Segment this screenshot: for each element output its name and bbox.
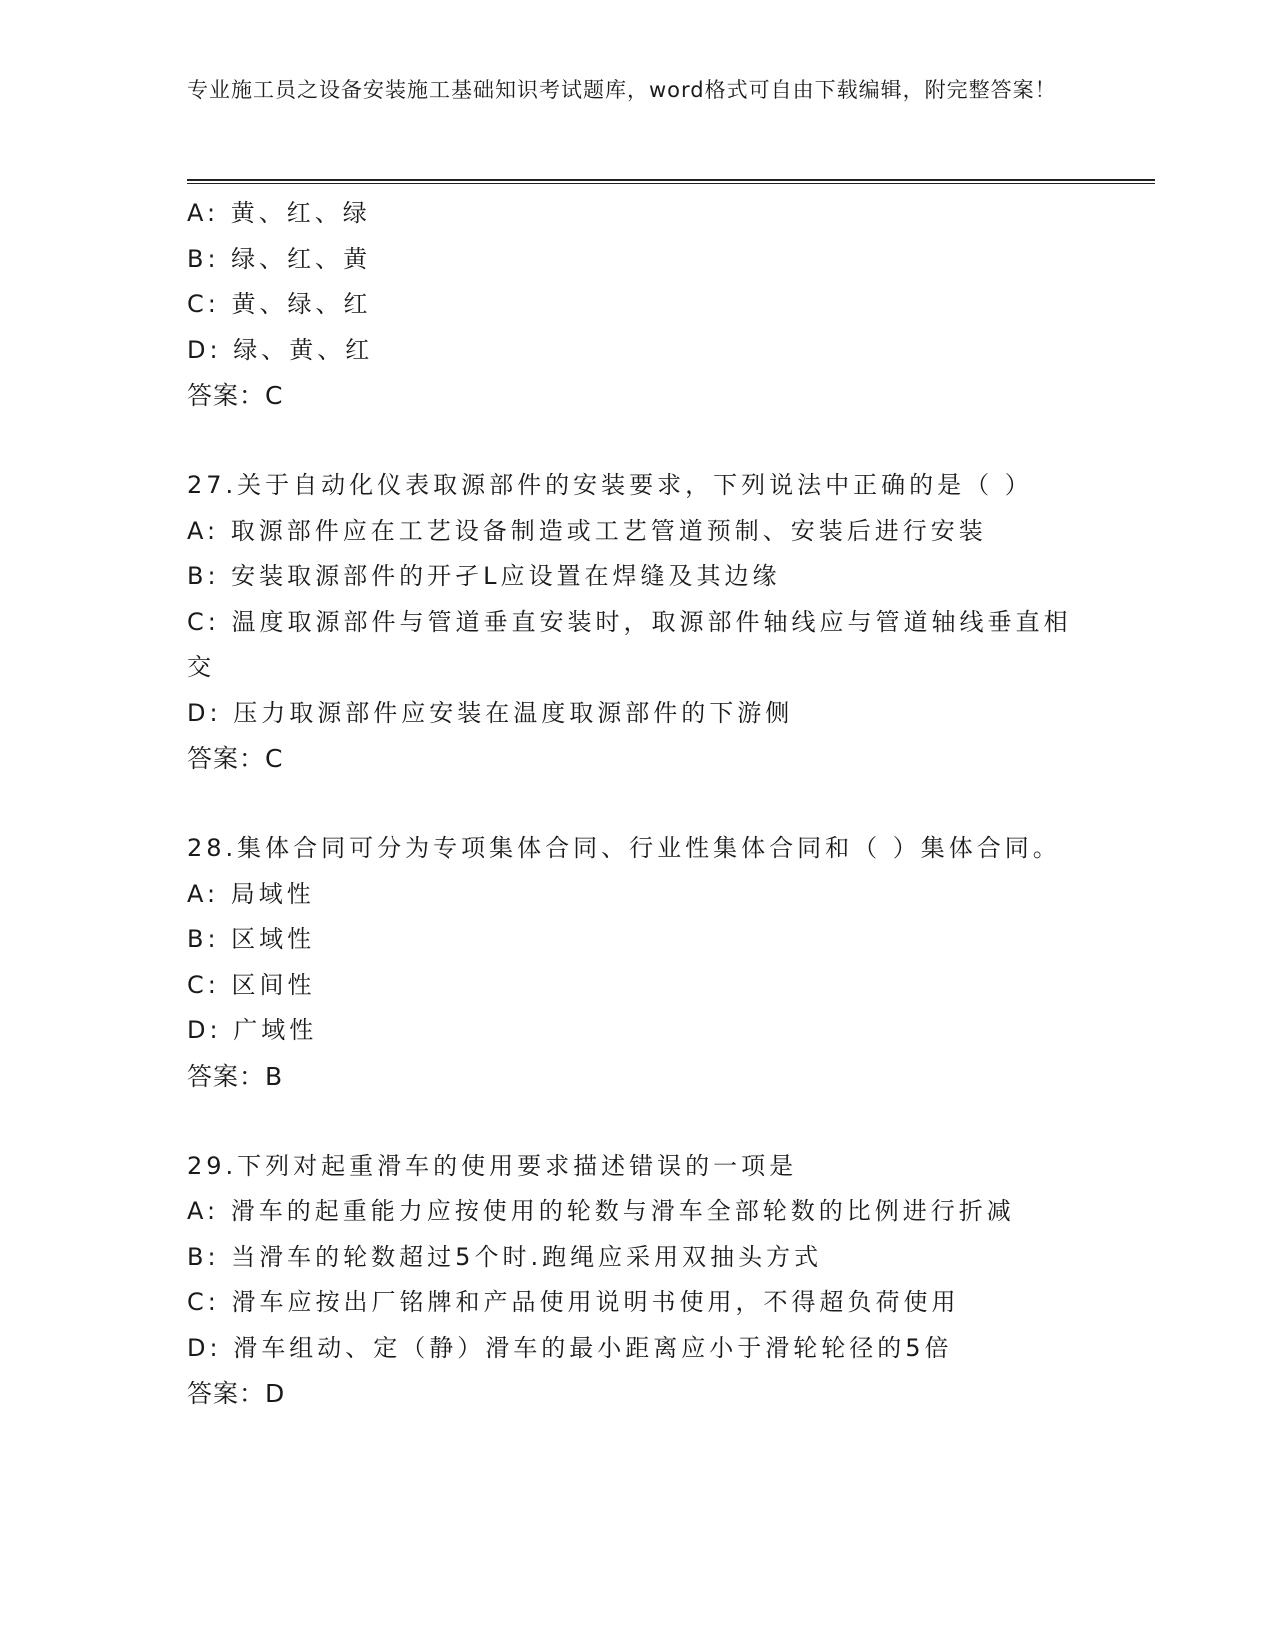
option-a: A: 局域性 (187, 879, 315, 908)
question-block (187, 826, 1087, 1100)
option-c: C: 黄、绿、红 (187, 290, 372, 318)
option-b: B: 区域性 (187, 925, 316, 953)
option-c: C: 滑车应按出厂铭牌和产品使用说明书使用，不得超负荷使用 (187, 1288, 960, 1316)
option-b: B: 安装取源部件的开孑L应设置在焊缝及其边缘 (187, 562, 781, 590)
document-header: 专业施工员之设备安装施工基础知识考试题库，word格式可自由下载编辑，附完整答案！ (187, 78, 1057, 102)
question-list (187, 191, 1087, 1417)
option-a: A: 黄、红、绿 (187, 199, 371, 227)
option-d: D: 压力取源部件应安装在温度取源部件的下游侧 (187, 698, 794, 727)
question-block (187, 191, 1087, 419)
option-d: D: 绿、黄、红 (187, 335, 374, 364)
option-a: A: 取源部件应在工艺设备制造或工艺管道预制、安装后进行安装 (187, 516, 987, 545)
option-d: D: 广域性 (187, 1016, 318, 1044)
option-c: C: 温度取源部件与管道垂直安装时，取源部件轴线应与管道轴线垂直相交 (187, 607, 1072, 681)
question-stem: 27.关于自动化仪表取源部件的安装要求，下列说法中正确的是（ ） (187, 471, 1033, 499)
option-a: A: 滑车的起重能力应按使用的轮数与滑车全部轮数的比例进行折减 (187, 1197, 1015, 1225)
question-block (187, 1144, 1087, 1418)
option-b: B: 当滑车的轮数超过5个时.跑绳应采用双抽头方式 (187, 1242, 823, 1271)
answer-line: 答案：C (187, 744, 284, 773)
answer-line: 答案：B (187, 1061, 284, 1091)
question-stem: 29.下列对起重滑车的使用要求描述错误的一项是 (187, 1151, 798, 1180)
option-d: D: 滑车组动、定（静）滑车的最小距离应小于滑轮轮径的5倍 (187, 1333, 953, 1362)
option-b: B: 绿、红、黄 (187, 244, 372, 273)
question-stem: 28.集体合同可分为专项集体合同、行业性集体合同和（ ）集体合同。 (187, 834, 1061, 862)
header-divider (187, 179, 1155, 184)
option-c: C: 区间性 (187, 970, 316, 999)
answer-line: 答案：C (187, 381, 284, 410)
answer-line: 答案：D (187, 1379, 286, 1408)
question-block (187, 463, 1087, 782)
